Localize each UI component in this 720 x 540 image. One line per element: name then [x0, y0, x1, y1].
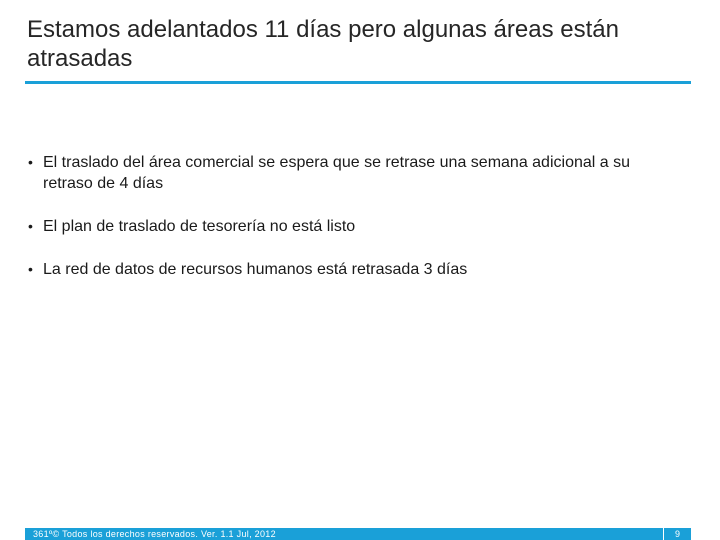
bullet-dot: •	[28, 261, 33, 277]
bullet-item	[28, 259, 668, 280]
footer-bar	[25, 528, 691, 540]
bullet-text: El plan de traslado de tesorería no está listo	[43, 218, 356, 235]
page-number: 9	[663, 528, 691, 540]
bullet-dot: •	[28, 154, 33, 170]
bullet-text: La red de datos de recursos humanos está retrasada 3 días	[43, 261, 468, 278]
bullet-text: El traslado del área comercial se espera que se retrase una semana adicional a su retraso de 4 días	[43, 154, 630, 192]
bullet-dot: •	[28, 218, 33, 234]
copyright-text: 361º© Todos los derechos reservados. Ver. 1.1 Jul, 2012	[33, 529, 276, 539]
slide-title: Estamos adelantados 11 días pero algunas áreas están atrasadas	[27, 16, 619, 72]
title-divider	[25, 81, 691, 84]
bullet-item	[28, 152, 668, 194]
bullet-item	[28, 216, 668, 237]
bullet-list	[28, 152, 668, 302]
